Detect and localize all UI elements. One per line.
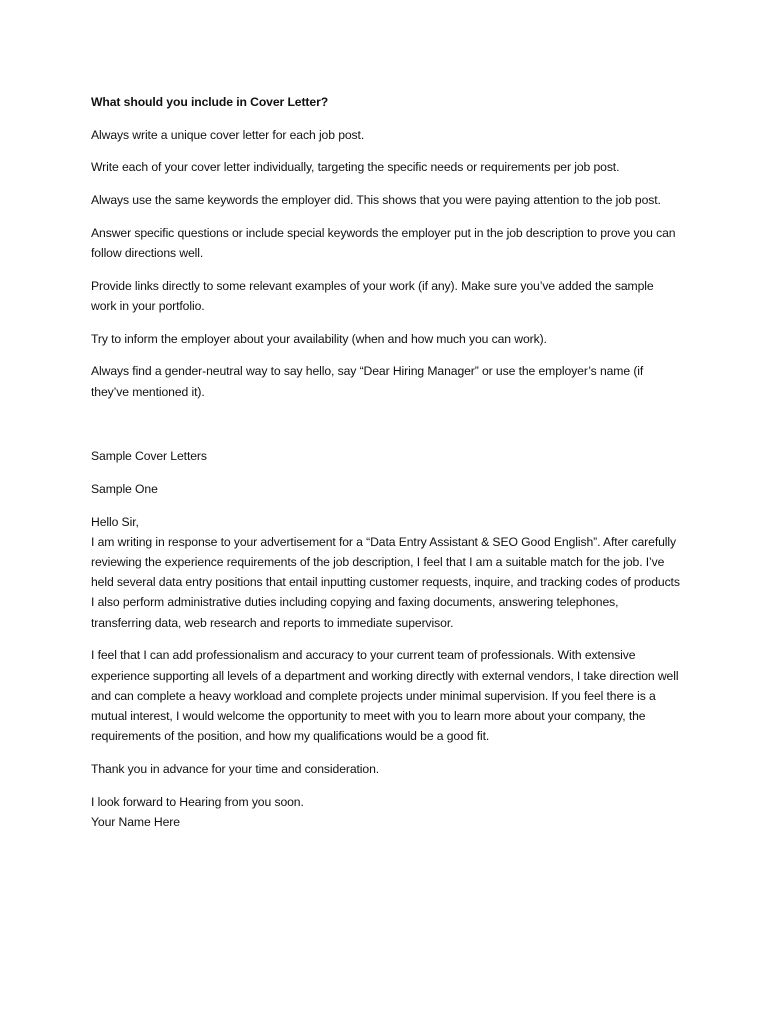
section-gap xyxy=(91,414,681,446)
letter-closing: I look forward to Hearing from you soon. xyxy=(91,794,304,809)
tip-5: Provide links directly to some relevant examples of your work (if any). Make sure you’ve added the sample work in your portfolio. xyxy=(91,278,654,313)
tip-6: Try to inform the employer about your availability (when and how much you can work). xyxy=(91,331,547,346)
samples-heading: Sample Cover Letters xyxy=(91,449,207,464)
letter-opening xyxy=(91,512,681,633)
letter-paragraph-1: I am writing in response to your advertisement for a “Data Entry Assistant & SEO Good English”. After carefully reviewing the experience requirements of the job description, I feel that I am a suitable match for the job. I’ve held several data entry positions that entail inputting customer requests, inquire, and tracking codes of products I also perform administrative duties including copying and faxing documents, answering telephones, transferring data, web research and reports to immediate supervisor. xyxy=(91,534,680,630)
sample-one-heading: Sample One xyxy=(91,481,158,496)
tip-3: Always use the same keywords the employer did. This shows that you were paying attention to the job post. xyxy=(91,193,661,208)
tip-1: Always write a unique cover letter for each job post. xyxy=(91,127,365,142)
tip-2: Write each of your cover letter individually, targeting the specific needs or requirements per job post. xyxy=(91,160,620,175)
tip-7: Always find a gender-neutral way to say hello, say “Dear Hiring Manager” or use the employer’s name (if they’ve mentioned it). xyxy=(91,364,644,399)
letter-thanks: Thank you in advance for your time and consideration. xyxy=(91,761,380,776)
guide-heading: What should you include in Cover Letter? xyxy=(91,95,329,109)
letter-signature: Your Name Here xyxy=(91,814,180,829)
letter-greeting: Hello Sir, xyxy=(91,514,139,529)
letter-signoff xyxy=(91,792,681,832)
tip-4: Answer specific questions or include special keywords the employer put in the job description to prove you can follow directions well. xyxy=(91,225,676,261)
document-body xyxy=(91,92,681,844)
letter-paragraph-2: I feel that I can add professionalism and accuracy to your current team of professionals. With extensive experience supporting all levels of a department and working directly with external vendors, I take direction well and can complete a heavy workload and complete projects under minimal supervision. If you feel there is a mutual interest, I would welcome the opportunity to meet with you to learn more about your company, the requirements of the position, and how my qualifications would be a good fit. xyxy=(91,648,679,744)
